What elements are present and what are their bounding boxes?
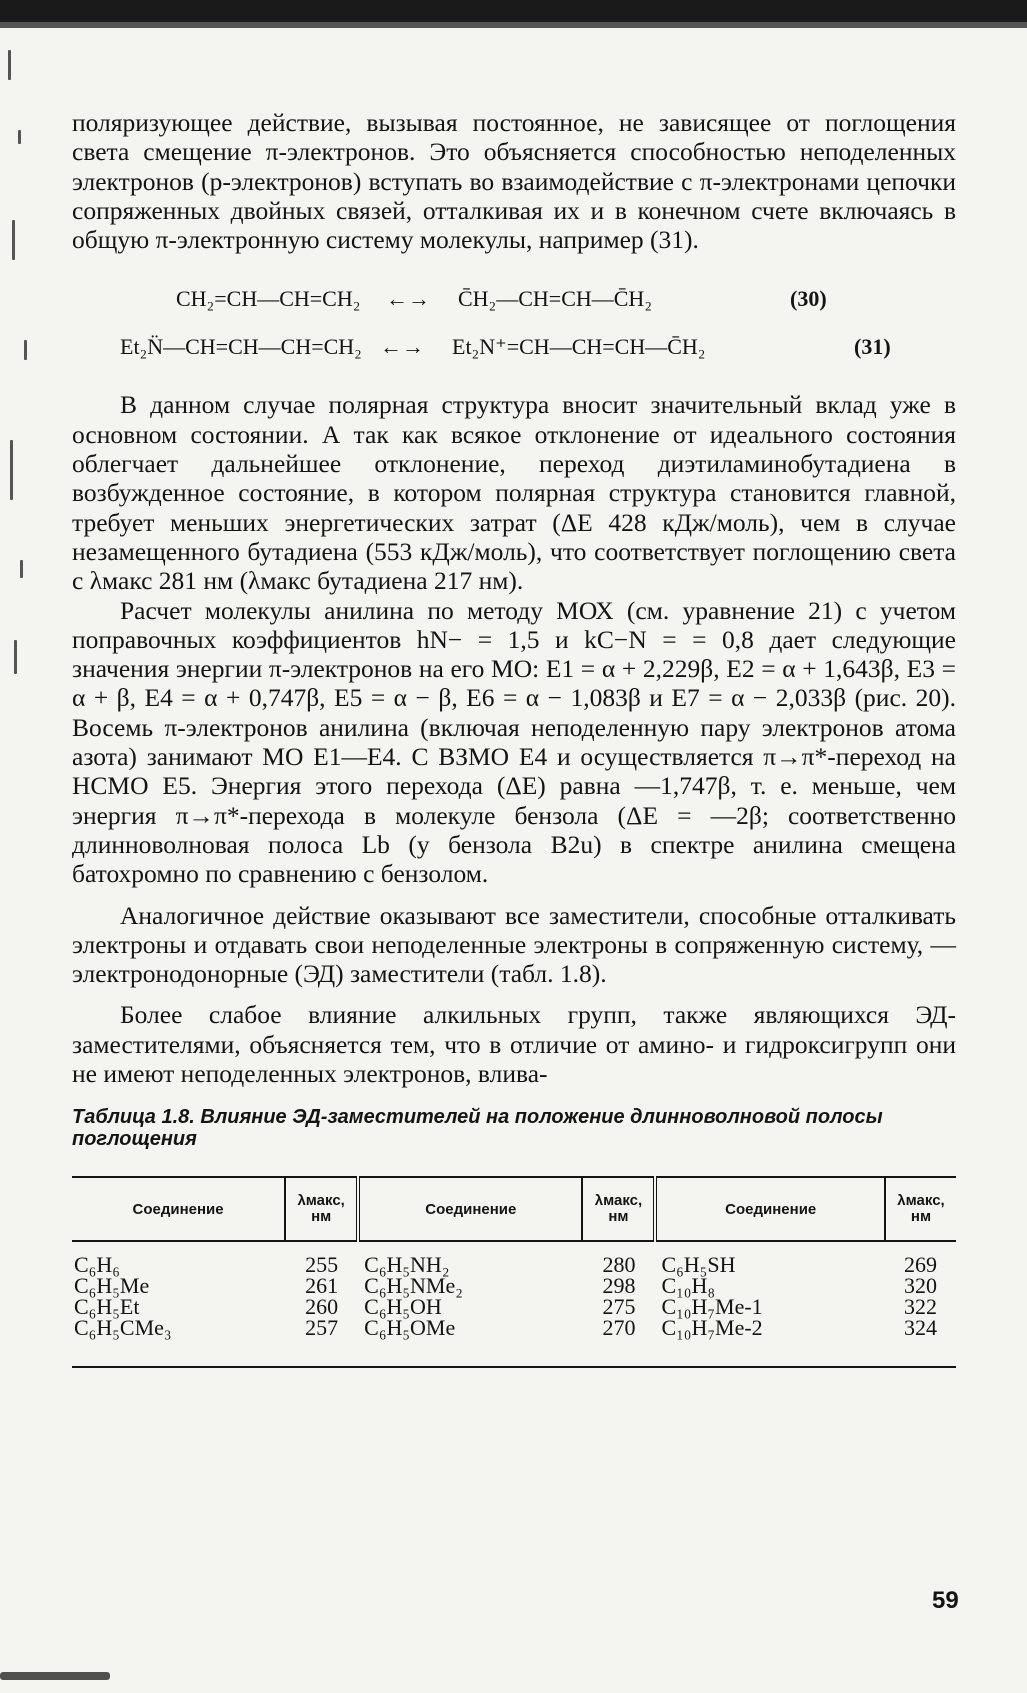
table-cell: C₆H₅NMe₂ <box>364 1273 463 1299</box>
table-cell: C₆H₆ <box>74 1252 120 1278</box>
paragraph-2: В данном случае полярная структура вносит значительный вклад уже в основном состоянии. А так как всякое отклонение от идеального состояния облегчает дальнейшее отклонение, переход диэтиламинобутадиена в возбужденное состояние, в котором полярная структура становится главной, требует меньших энергетических затрат (ΔE 428 кДж/моль), чем в случае незамещенного бутадиена (553 кДж/моль), что соответствует поглощению света с λмакс 281 нм (λмакс бутадиена 217 нм). <box>72 390 956 596</box>
equation-30-arrow: ←→ <box>386 286 430 312</box>
paragraph-3: Расчет молекулы анилина по методу МОХ (см. уравнение 21) с учетом поправочных коэффициентов hN− = 1,5 и kC−N = = 0,8 дает следующие значения энергии π-электронов на его МО: E1 = α + 2,229β, E2 = α + 1,643β, E3 = α + β, E4 = α + 0,747β, E5 = α − β, E6 = α − 1,083β и E7 = α − 2,033β (рис. 20). Восемь π-электронов анилина (включая неподеленную пару электронов атома азота) занимают МО E1—E4. С ВЗМО E4 и осуществляется π→π*-переход на НСМО E5. Энергия этого перехода (ΔE) равна —1,747β, т. е. меньше, чем энергия π→π*-перехода в молекуле бензола (ΔE = —2β; соответственно длинноволновая полоса Lb (у бензола B2u) в спектре анилина смещена батохромно по сравнению с бензолом. <box>72 595 956 889</box>
equation-30 <box>72 274 956 322</box>
table-cell: 275 <box>602 1294 636 1320</box>
table-cell: C₆H₅Et <box>74 1294 140 1320</box>
paragraph-4: Аналогичное действие оказывают все заместители, способные отталкивать электроны и отдавать свои неподеленные электроны в сопряженную систему, — электронодонорные (ЭД) заместители (табл. 1.8). <box>72 900 956 989</box>
table-header: Соединение <box>655 1177 885 1241</box>
table-cell: 270 <box>582 1317 655 1367</box>
equation-31 <box>72 322 956 370</box>
paragraph-1: поляризующее действие, вызывая постоянное, не зависящее от поглощения света смещение π-электронов. Это объясняется способностью неподеленных электронов (p-электронов) вступать во взаимодействие с π-электронами цепочки сопряженных двойных связей, отталкивая их и в конечном счете включаясь в общую π-электронную систему молекулы, например (31). <box>72 108 956 255</box>
table-header: Соединение <box>72 1177 285 1241</box>
table-cell: C₆H₅CMe₃ <box>72 1317 285 1367</box>
table-cell: 324 <box>885 1317 956 1367</box>
equation-31-lhs: Et₂N̈—CH=CH—CH=CH₂ <box>120 334 362 360</box>
table-header: λмакс, нм <box>285 1177 358 1241</box>
table-cell: 280 <box>602 1252 636 1278</box>
equation-31-arrow: ←→ <box>380 334 424 360</box>
equation-30-rhs: C̄H₂—CH=CH—C̄H₂ <box>458 286 652 312</box>
table-cell: 261 <box>305 1273 339 1299</box>
table-row <box>72 1317 956 1367</box>
table-row <box>72 1241 956 1275</box>
equation-31-rhs: Et₂N⁺=CH—CH=CH—C̄H₂ <box>452 334 706 360</box>
table-cell: C₁₀H₈ <box>661 1273 716 1299</box>
scan-margin-marks <box>0 40 48 740</box>
table-cell: 260 <box>305 1294 339 1320</box>
table-row <box>72 1275 956 1296</box>
equation-31-number: (31) <box>854 334 891 360</box>
scan-bottom-smudge <box>0 1672 110 1680</box>
scan-top-edge <box>0 0 1027 22</box>
paragraph-5: Более слабое влияние алкильных групп, также являющихся ЭД-заместителями, объясняется тем, что в отличие от амино- и гидроксигрупп они не имеют неподеленных электронов, влива- <box>72 1000 956 1089</box>
table-caption: Таблица 1.8. Влияние ЭД-заместителей на положение длинноволновой полосы поглощения <box>72 1106 883 1151</box>
page-number: 59 <box>932 1587 959 1614</box>
table-cell: C₆H₅OH <box>364 1294 442 1320</box>
equation-30-lhs: CH₂=CH—CH=CH₂ <box>176 286 361 312</box>
table-cell: C₆H₅OMe <box>358 1317 582 1367</box>
table-cell: C₁₀H₇Me-2 <box>655 1317 885 1367</box>
table-cell: 298 <box>602 1273 636 1299</box>
table-cell: C₆H₅SH <box>661 1252 736 1278</box>
table-cell: 320 <box>904 1273 937 1299</box>
table-header: Соединение <box>358 1177 582 1241</box>
table-cell: C₆H₅NH₂ <box>364 1252 450 1278</box>
table-cell: 255 <box>305 1252 339 1278</box>
equation-30-number: (30) <box>790 286 827 312</box>
table-row <box>72 1296 956 1317</box>
table-header: λмакс, нм <box>885 1177 956 1241</box>
table-cell: C₁₀H₇Me-1 <box>661 1294 763 1320</box>
table-cell: C₆H₅Me <box>74 1273 150 1299</box>
table-1-8 <box>72 1176 956 1368</box>
table-cell: 322 <box>904 1294 937 1320</box>
table-cell: 269 <box>904 1252 937 1278</box>
scan-top-shadow <box>0 22 1027 28</box>
table-header: λмакс, нм <box>582 1177 655 1241</box>
page-content <box>72 108 956 1368</box>
table-cell: 257 <box>285 1317 358 1367</box>
